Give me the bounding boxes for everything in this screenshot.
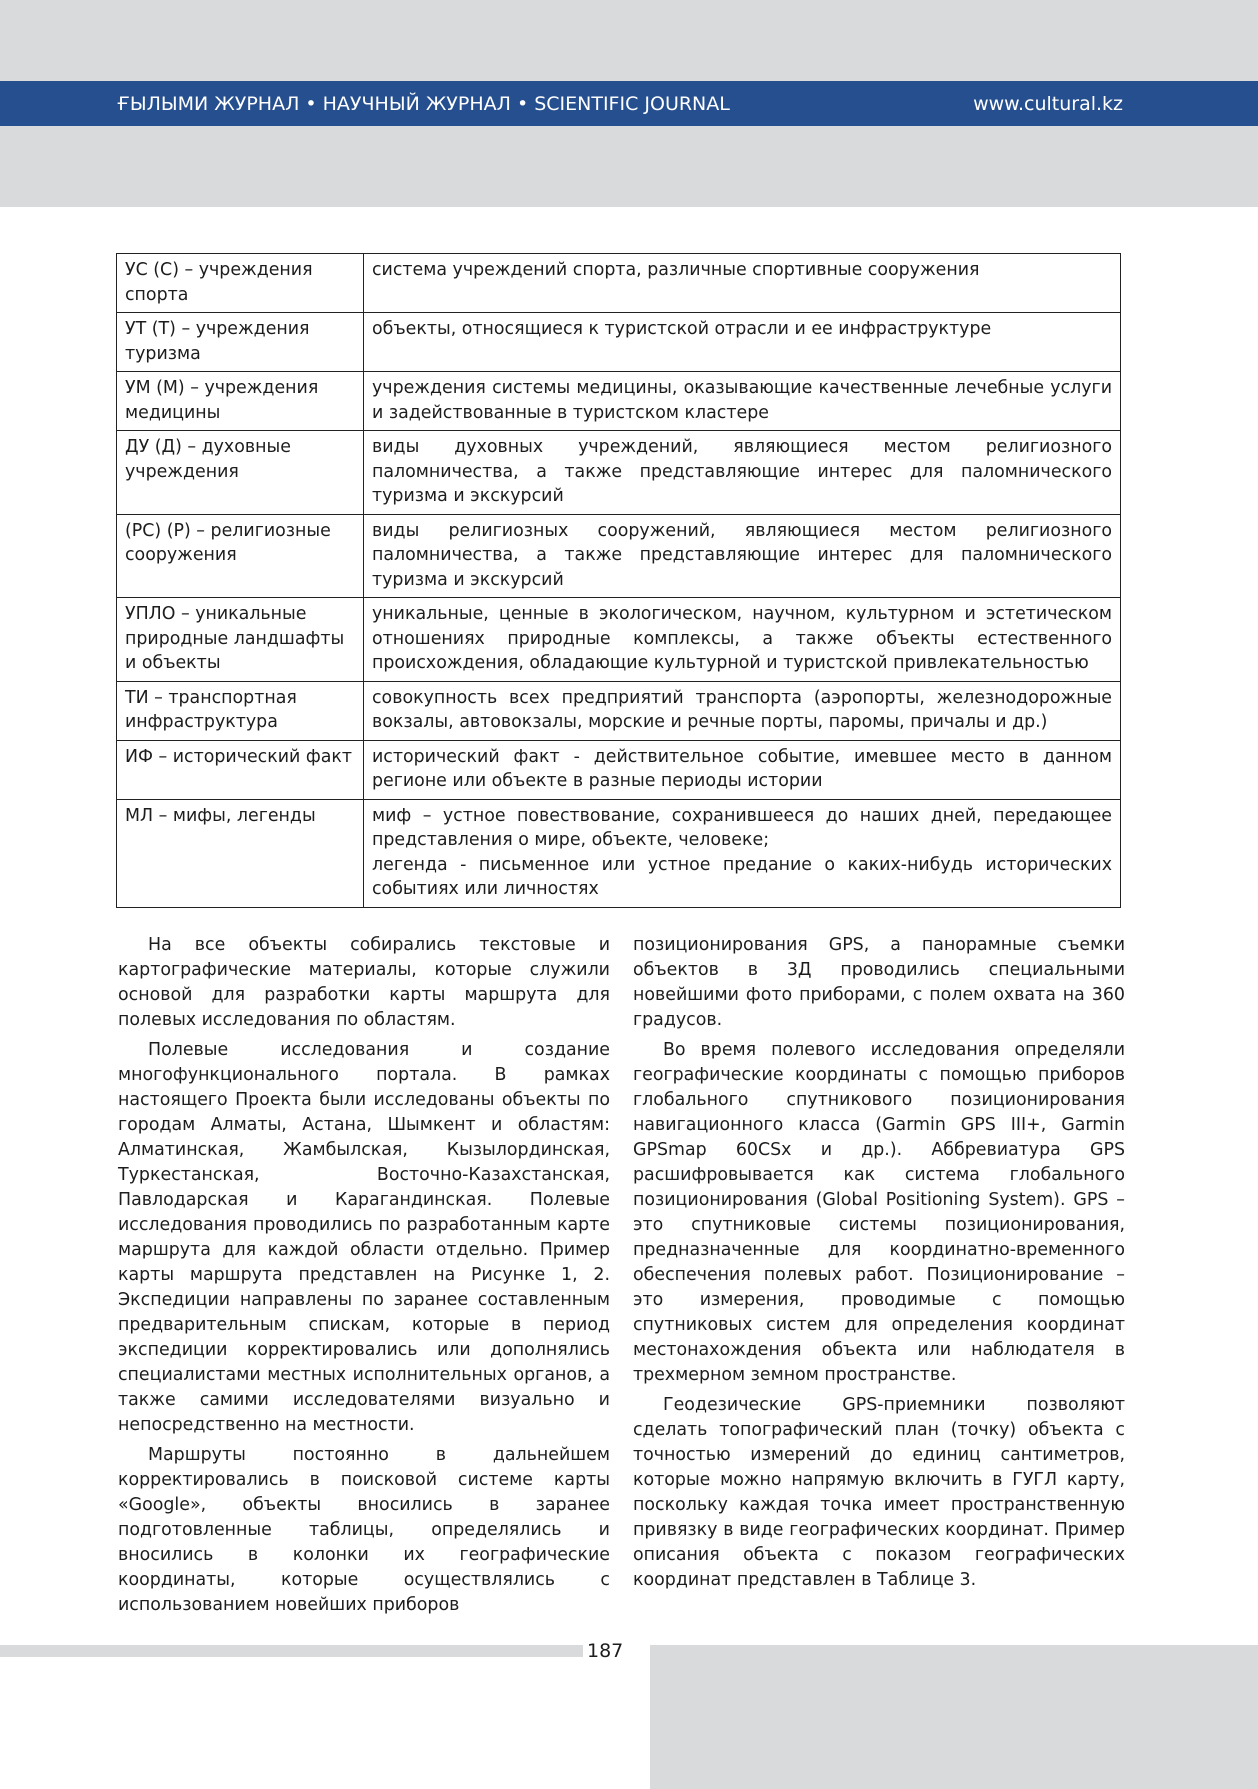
definition-text: миф – устное повествование, сохранившееся до наших дней, передающее представления о мире, объекте, человеке; [372, 805, 1112, 850]
definition-cell [364, 313, 1121, 372]
term-cell: УПЛО – уникальные природные ландшафты и объекты [117, 598, 364, 682]
definition-cell [364, 681, 1121, 740]
table-row [117, 514, 1121, 598]
definition-cell [364, 598, 1121, 682]
term-cell: УМ (М) – учреждения медицины [117, 372, 364, 431]
table-row [117, 313, 1121, 372]
definition-text: учреждения системы медицины, оказывающие качественные лечебные услуги и задействованные в туристском кластере [372, 378, 1112, 423]
definition-cell [364, 799, 1121, 907]
paragraph: Маршруты постоянно в дальнейшем корректировались в поисковой системе карты «Google», объекты вносились в заранее подготовленные таблицы, определялись и вносились в колонки их географические координаты, которые осуществлялись с использованием новейших приборов [118, 1445, 610, 1615]
terms-table [116, 253, 1121, 908]
term-cell: ДУ (Д) – духовные учреждения [117, 431, 364, 515]
right-column [633, 933, 1125, 1598]
definition-text: объекты, относящиеся к туристской отрасли и ее инфраструктуре [372, 319, 992, 339]
page-number: 187 [587, 1640, 624, 1662]
table-row [117, 254, 1121, 313]
definition-cell [364, 514, 1121, 598]
footer-rule [0, 1645, 583, 1657]
paragraph: Во время полевого исследования определяли географические координаты с помощью приборов глобального спутникового позиционирования навигационного класса (Garmin GPS III+, Garmin GPSmap 60CSx и др.). Аббревиатура GPS расшифровывается как система глобального позиционирования (Global Positioning System). GPS – это спутниковые системы позиционирования, предназначенные для координатно-временного обеспечения полевых работ. Позиционирование – это измерения, проводимые с помощью спутниковых систем для определения координат местонахождения объекта или наблюдателя в трехмерном земном пространстве. [633, 1040, 1125, 1385]
definition-text: система учреждений спорта, различные спортивные сооружения [372, 260, 980, 280]
journal-title: ҒЫЛЫМИ ЖУРНАЛ • НАУЧНЫЙ ЖУРНАЛ • SCIENTIFIC JOURNAL [117, 93, 730, 115]
term-cell: УС (С) – учреждения спорта [117, 254, 364, 313]
footer-background [650, 1645, 1258, 1789]
definition-text: совокупность всех предприятий транспорта (аэропорты, железнодорожные вокзалы, автовокзалы, морские и речные порты, паромы, причалы и др.) [372, 687, 1112, 732]
left-column [118, 933, 610, 1623]
journal-header-bar [0, 81, 1258, 126]
table-row [117, 372, 1121, 431]
definition-cell [364, 431, 1121, 515]
definition-cell [364, 372, 1121, 431]
website-link[interactable]: www.cultural.kz [973, 93, 1123, 115]
table-row [117, 740, 1121, 799]
term-cell: УТ (Т) – учреждения туризма [117, 313, 364, 372]
term-cell: ТИ – транспортная инфраструктура [117, 681, 364, 740]
term-cell: ИФ – исторический факт [117, 740, 364, 799]
paragraph: Полевые исследования и создание многофункционального портала. В рамках настоящего Проекта были исследованы объекты по городам Алматы, Астана, Шымкент и областям: Алматинская, Жамбылская, Кызылординская, Туркестанская, Восточно-Казахстанская, Павлодарская и Карагандинская. Полевые исследования проводились по разработанным карте маршрута для каждой области отдельно. Пример карты маршрута представлен на Рисунке 1, 2. Экспедиции направлены по заранее составленным предварительным спискам, которые в период экспедиции корректировались или дополнялись специалистами местных исполнительных органов, а также самими исследователями визуально и непосредственно на местности. [118, 1040, 610, 1435]
table-row [117, 598, 1121, 682]
definition-cell [364, 740, 1121, 799]
definition-cell [364, 254, 1121, 313]
definition-text: легенда - письменное или устное предание о каких-нибудь исторических событиях или личностях [372, 854, 1112, 899]
definition-text: виды духовных учреждений, являющиеся местом религиозного паломничества, а также представляющие интерес для паломнического туризма и экскурсий [372, 437, 1112, 506]
definition-text: виды религиозных сооружений, являющиеся местом религиозного паломничества, а также представляющие интерес для паломнического туризма и экскурсий [372, 520, 1112, 590]
table-row [117, 681, 1121, 740]
paragraph: позиционирования GPS, а панорамные съемки объектов в 3Д проводились специальными новейшими фото приборами, с полем охвата на 360 градусов. [633, 935, 1125, 1030]
table-row [117, 799, 1121, 907]
definition-text: исторический факт - действительное событие, имевшее место в данном регионе или объекте в разные периоды истории [372, 746, 1112, 791]
paragraph: Геодезические GPS-приемники позволяют сделать топографический план (точку) объекта с точностью измерений до единиц сантиметров, которые можно напрямую включить в ГУГЛ карту, поскольку каждая точка имеет пространственную привязку в виде географических координат. Пример описания объекта с показом географических координат представлен в Таблице 3. [633, 1395, 1125, 1590]
term-cell: (РС) (Р) – религиозные сооружения [117, 514, 364, 598]
table-row [117, 431, 1121, 515]
term-cell: МЛ – мифы, легенды [117, 799, 364, 907]
paragraph: На все объекты собирались текстовые и картографические материалы, которые служили основой для разработки карты маршрута для полевых исследования по областям. [118, 935, 610, 1030]
definition-text: уникальные, ценные в экологическом, научном, культурном и эстетическом отношениях природные комплексы, а также объекты естественного происхождения, обладающие культурной и туристской привлекательностью [372, 604, 1112, 673]
